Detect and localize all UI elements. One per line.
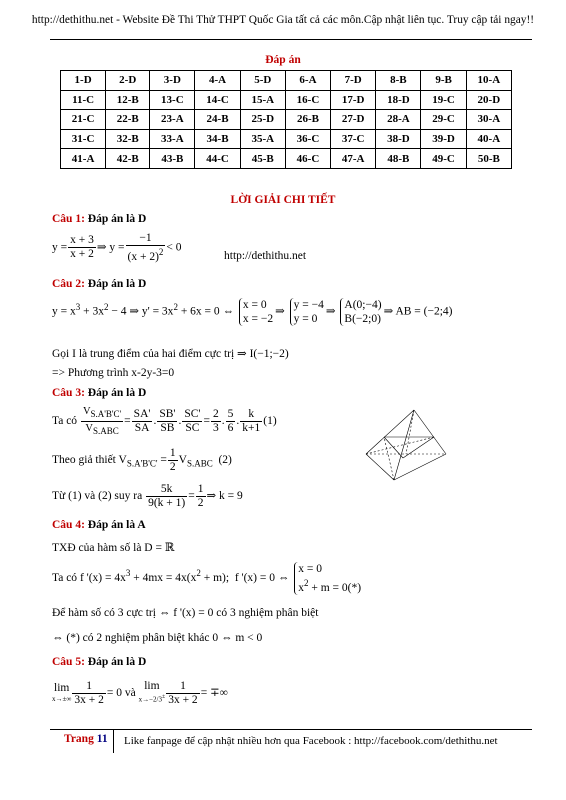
question-1-formula: y = $\frac{x + 3}{x + 2}$ ⇒ y = $\frac{-1}{(x + 2)^2}$ < 0 <box>52 232 182 263</box>
question-3-tu: Từ (1) và (2) suy ra <box>52 490 143 503</box>
answer-row <box>61 71 512 91</box>
question-3-theo: Theo giả thiết <box>52 454 116 467</box>
answer-row <box>61 129 512 149</box>
answer-cell: 20-D <box>466 90 511 110</box>
answer-row <box>61 110 512 130</box>
question-4-line4: ⇔ (*) có 2 nghiệm phân biệt khác 0 ⇔ m < 0 <box>52 632 263 644</box>
answer-cell: 5-D <box>240 71 285 91</box>
answer-cell: 7-D <box>331 71 376 91</box>
question-2-formula: $y = x^3 + 3x^2 - 4$ ⇒ $y' = 3x^2 + 6x = 0$ ⇔ x = 0 x = −2⇒ y = −4 y = 0⇒ A(0;−4) B(−2;0)⇒ AB = (−2;4) <box>52 299 453 325</box>
header-text: http://dethithu.net - Website Đề Thi Thử THPT Quốc Gia tất cả các môn.Cập nhật liên tục. Truy cập tải ngay!! <box>31 14 535 26</box>
question-2-label: Câu 2: <box>52 278 85 290</box>
answer-cell: 47-A <box>331 149 376 169</box>
answer-cell: 33-A <box>150 129 195 149</box>
answer-cell: 24-B <box>195 110 240 130</box>
question-5-answer: Đáp án là D <box>87 656 147 668</box>
footer-divider <box>113 729 114 753</box>
answer-key-table <box>60 70 512 169</box>
question-3-hypothesis: Theo giả thiết $V_{S.A'B'C'}$ = $\frac{1}{2}$ $V_{S.ABC}$ (2) <box>52 447 232 473</box>
header-rule <box>50 39 532 40</box>
answer-key-title: Đáp án <box>265 54 301 66</box>
answer-cell: 46-C <box>285 149 330 169</box>
solution-title: LỜI GIẢI CHI TIẾT <box>230 194 336 206</box>
answer-row <box>61 90 512 110</box>
question-5-heading <box>52 656 146 668</box>
answer-cell: 48-B <box>376 149 421 169</box>
question-1-heading <box>52 213 146 225</box>
answer-cell: 18-D <box>376 90 421 110</box>
answer-cell: 6-A <box>285 71 330 91</box>
answer-cell: 29-C <box>421 110 466 130</box>
answer-cell: 40-A <box>466 129 511 149</box>
answer-row <box>61 149 512 169</box>
question-4-line3: Để hàm số có 3 cực trị ⇔ f '(x) = 0 có 3 nghiệm phân biệt <box>52 607 319 619</box>
answer-cell: 42-B <box>106 149 150 169</box>
answer-cell: 31-C <box>61 129 106 149</box>
answer-cell: 13-C <box>150 90 195 110</box>
question-3-result: Từ (1) và (2) suy ra $\frac{5k}{9(k + 1)}$ = $\frac{1}{2}$ ⇒ k = 9 <box>52 483 243 509</box>
question-1-site: http://dethithu.net <box>224 250 307 262</box>
answer-cell: 45-B <box>240 149 285 169</box>
answer-cell: 1-D <box>61 71 106 91</box>
question-2-line2: => Phương trình x-2y-3=0 <box>52 367 175 379</box>
answer-cell: 26-B <box>285 110 330 130</box>
question-3-answer: Đáp án là D <box>87 387 147 399</box>
answer-cell: 34-B <box>195 129 240 149</box>
answer-cell: 23-A <box>150 110 195 130</box>
answer-cell: 12-B <box>106 90 150 110</box>
footer-rule <box>50 729 532 730</box>
answer-cell: 17-D <box>331 90 376 110</box>
answer-cell: 22-B <box>106 110 150 130</box>
question-1-label: Câu 1: <box>52 213 85 225</box>
answer-cell: 10-A <box>466 71 511 91</box>
answer-cell: 36-C <box>285 129 330 149</box>
answer-cell: 8-B <box>376 71 421 91</box>
question-3-label: Câu 3: <box>52 387 85 399</box>
answer-cell: 49-C <box>421 149 466 169</box>
page-value: 11 <box>96 733 108 745</box>
answer-cell: 14-C <box>195 90 240 110</box>
answer-cell: 41-A <box>61 149 106 169</box>
question-3-ta-co: Ta có <box>52 415 78 428</box>
answer-cell: 9-B <box>421 71 466 91</box>
question-4-label: Câu 4: <box>52 519 85 531</box>
answer-cell: 44-C <box>195 149 240 169</box>
answer-cell: 43-B <box>150 149 195 169</box>
question-5-va: và <box>124 687 136 700</box>
answer-cell: 19-C <box>421 90 466 110</box>
page-label: Trang <box>64 733 94 745</box>
page-number <box>64 733 108 745</box>
answer-cell: 25-D <box>240 110 285 130</box>
answer-cell: 35-A <box>240 129 285 149</box>
answer-cell: 32-B <box>106 129 150 149</box>
pyramid-figure <box>362 406 452 486</box>
answer-cell: 39-D <box>421 129 466 149</box>
question-3-ratio: Ta có $\frac{V_{S.A'B'C'}}{V_{S.ABC}}$ = $\frac{SA'}{SA}$ . $\frac{SB'}{SB}$ . $\frac{SC'}{SC}$ = $\frac{2}{3}$ . $\frac{5}{6}$ . $\frac{k}{k+1}$ (1) <box>52 406 277 437</box>
question-5-limits: lim x→±∞ $\frac{1}{3x + 2}$ = 0 và lim x→−2/3± $\frac{1}{3x + 2}$ = ∓∞ <box>52 680 228 706</box>
answer-cell: 28-A <box>376 110 421 130</box>
answer-cell: 15-A <box>240 90 285 110</box>
answer-cell: 16-C <box>285 90 330 110</box>
answer-cell: 38-D <box>376 129 421 149</box>
question-4-derivative: Ta có f '$(x) = 4x^3 + 4mx = 4x(x^2 + m)$; f '(x) = 0 ⇔ x = 0 $x^2 + m = 0(*)$ <box>52 563 362 594</box>
question-4-answer: Đáp án là A <box>87 519 146 531</box>
footer-text: Like fanpage để cập nhật nhiều hơn qua Facebook : http://facebook.com/dethithu.net <box>124 735 498 747</box>
question-4-heading <box>52 519 146 531</box>
answer-cell: 37-C <box>331 129 376 149</box>
answer-cell: 27-D <box>331 110 376 130</box>
question-4-ta-co: Ta có <box>52 572 78 585</box>
question-2-heading <box>52 278 146 290</box>
answer-cell: 3-D <box>150 71 195 91</box>
answer-cell: 11-C <box>61 90 106 110</box>
question-3-heading <box>52 387 146 399</box>
question-2-answer: Đáp án là D <box>87 278 147 290</box>
answer-cell: 21-C <box>61 110 106 130</box>
answer-cell: 30-A <box>466 110 511 130</box>
question-1-answer: Đáp án là D <box>87 213 147 225</box>
answer-cell: 50-B <box>466 149 511 169</box>
answer-cell: 2-D <box>106 71 150 91</box>
question-4-domain: TXĐ của hàm số là D = ℝ <box>52 542 175 554</box>
question-2-line1: Gọi I là trung điểm của hai điểm cực trị ⇒ I(−1;−2) <box>52 348 289 360</box>
question-5-label: Câu 5: <box>52 656 85 668</box>
answer-cell: 4-A <box>195 71 240 91</box>
